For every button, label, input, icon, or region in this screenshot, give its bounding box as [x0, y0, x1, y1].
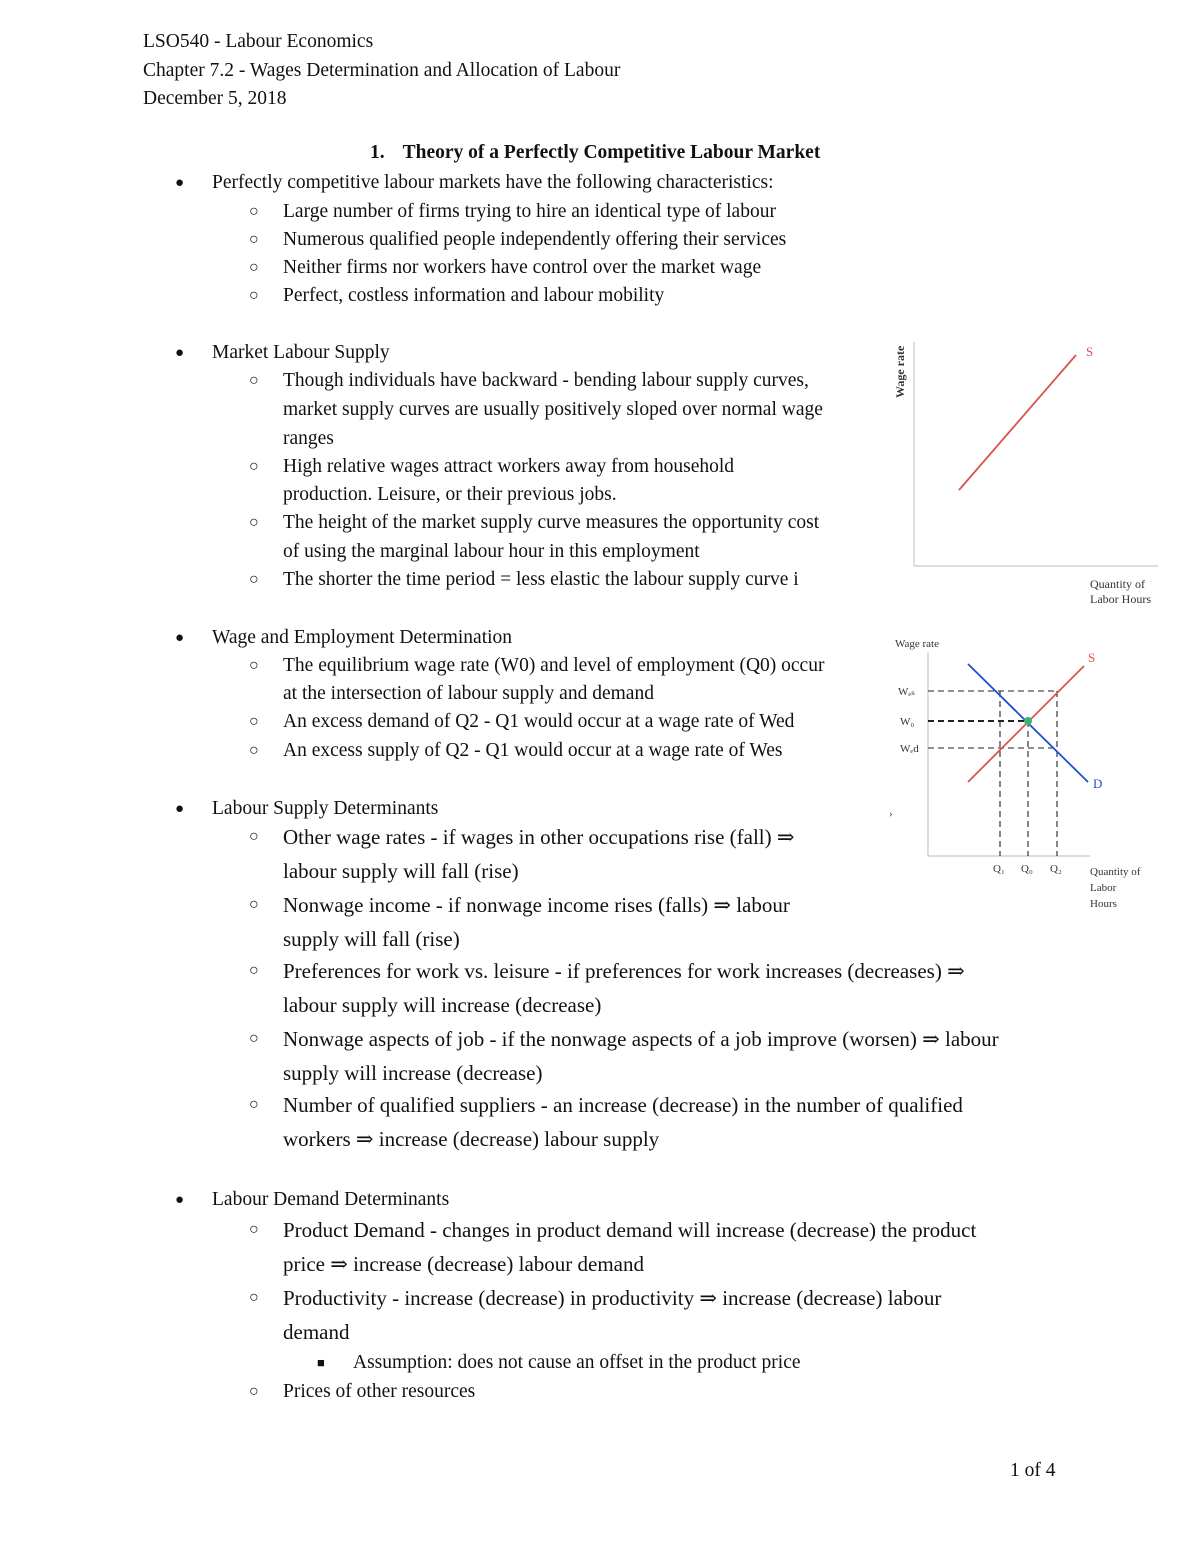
- section-heading-labour-supply-determinants: Labour Supply Determinants: [212, 798, 439, 819]
- section-heading-labour-demand-determinants: Labour Demand Determinants: [212, 1189, 450, 1210]
- section-heading-wage-employment: Wage and Employment Determination: [212, 627, 513, 648]
- figure2-stray-mark: ›: [889, 808, 893, 820]
- section-heading: [370, 142, 820, 164]
- list-item: Perfect, costless information and labour mobility: [283, 285, 665, 306]
- list-item: Other wage rates - if wages in other occupations rise (fall) ⇒: [283, 825, 795, 849]
- list-item-continuation: of using the marginal labour hour in this employment: [283, 541, 700, 562]
- bullet-level2: ○: [249, 828, 259, 845]
- figure2-x-label-line2: Labor: [1090, 882, 1117, 894]
- list-item: Perfectly competitive labour markets have the following characteristics:: [212, 172, 774, 193]
- list-item: Nonwage aspects of job - if the nonwage aspects of a job improve (worsen) ⇒ labour: [283, 1027, 999, 1051]
- chapter-title: Chapter 7.2 - Wages Determination and Allocation of Labour: [143, 60, 621, 81]
- bullet-level2: ○: [249, 657, 259, 674]
- supply-curve-figure: [878, 330, 1194, 615]
- q0-label: Q₀: [1021, 863, 1033, 875]
- list-item-continuation: workers ⇒ increase (decrease) labour supply: [283, 1127, 660, 1151]
- figure2-supply-label: S: [1088, 650, 1096, 665]
- figure1-x-label-line2: Labor Hours: [1090, 592, 1151, 606]
- list-item-continuation: price ⇒ increase (decrease) labour demand: [283, 1252, 644, 1276]
- list-item-continuation: supply will fall (rise): [283, 927, 460, 951]
- list-item: High relative wages attract workers away from household: [283, 456, 735, 477]
- bullet-level1: ●: [175, 1192, 185, 1208]
- list-item: Large number of firms trying to hire an identical type of labour: [283, 201, 776, 222]
- list-item: Assumption: does not cause an offset in the product price: [353, 1352, 801, 1373]
- bullet-level2: ○: [249, 458, 259, 475]
- figure1-y-label: Wage rate: [893, 345, 907, 398]
- figure2-demand-label: D: [1093, 776, 1103, 791]
- bullet-level2: ○: [249, 1221, 259, 1238]
- bullet-level2: ○: [249, 713, 259, 730]
- list-item: Productivity - increase (decrease) in productivity ⇒ increase (decrease) labour: [283, 1286, 942, 1310]
- figure1-supply-line: [959, 355, 1076, 490]
- bullet-level2: ○: [249, 259, 259, 276]
- list-item: Prices of other resources: [283, 1381, 476, 1402]
- list-item: The shorter the time period = less elastic the labour supply curve i: [283, 569, 799, 590]
- bullet-level2: ○: [249, 372, 259, 389]
- wage-es-label: Wₑₛ: [898, 686, 915, 698]
- bullet-level2: ○: [249, 571, 259, 588]
- bullet-level2: ○: [249, 1383, 259, 1400]
- list-item-continuation: labour supply will increase (decrease): [283, 993, 602, 1017]
- list-item: Nonwage income - if nonwage income rises (falls) ⇒ labour: [283, 893, 790, 917]
- bullet-level3: ■: [317, 1355, 325, 1370]
- bullet-level2: ○: [249, 896, 259, 913]
- q2-label: Q₂: [1050, 863, 1062, 875]
- bullet-level2: ○: [249, 514, 259, 531]
- bullet-level2: ○: [249, 1096, 259, 1113]
- section-title: Theory of a Perfectly Competitive Labour Market: [402, 142, 821, 163]
- section-number: 1.: [370, 142, 385, 163]
- list-item-continuation: supply will increase (decrease): [283, 1061, 543, 1085]
- bullet-level2: ○: [249, 1289, 259, 1306]
- list-item-continuation: demand: [283, 1320, 350, 1344]
- bullet-level2: ○: [249, 742, 259, 759]
- bullet-level2: ○: [249, 962, 259, 979]
- list-item-continuation: market supply curves are usually positively sloped over normal wage: [283, 399, 823, 420]
- list-item: Number of qualified suppliers - an increase (decrease) in the number of qualified: [283, 1093, 963, 1117]
- list-item: Numerous qualified people independently offering their services: [283, 229, 787, 250]
- page-number: 1 of 4: [1010, 1460, 1056, 1481]
- list-item: Preferences for work vs. leisure - if preferences for work increases (decreases) ⇒: [283, 959, 965, 983]
- figure2-x-label-line1: Quantity of: [1090, 866, 1141, 878]
- bullet-level2: ○: [249, 231, 259, 248]
- bullet-level1: ●: [175, 630, 185, 646]
- list-item: Neither firms nor workers have control over the market wage: [283, 257, 762, 278]
- bullet-level1: ●: [175, 801, 185, 817]
- list-item-continuation: production. Leisure, or their previous jobs.: [283, 484, 617, 505]
- list-item: The equilibrium wage rate (W0) and level of employment (Q0) occur: [283, 655, 825, 676]
- list-item: Product Demand - changes in product demand will increase (decrease) the product: [283, 1218, 977, 1242]
- equilibrium-figure: [880, 630, 1190, 915]
- figure1-supply-label: S: [1086, 344, 1094, 359]
- bullet-level2: ○: [249, 287, 259, 304]
- equilibrium-point: [1024, 717, 1032, 725]
- list-item: An excess supply of Q2 - Q1 would occur at a wage rate of Wes: [283, 740, 783, 761]
- bullet-level1: ●: [175, 175, 185, 191]
- q1-label: Q₁: [993, 863, 1005, 875]
- wage-ed-label: Wₑd: [900, 743, 919, 755]
- list-item: The height of the market supply curve measures the opportunity cost: [283, 512, 820, 533]
- figure2-x-label-line3: Hours: [1090, 898, 1117, 910]
- wage-0-label: W₀: [900, 716, 915, 728]
- list-item-continuation: at the intersection of labour supply and demand: [283, 683, 654, 704]
- bullet-level1: ●: [175, 345, 185, 361]
- figure1-x-label-line1: Quantity of: [1090, 577, 1145, 591]
- list-item: An excess demand of Q2 - Q1 would occur at a wage rate of Wed: [283, 711, 795, 732]
- bullet-level2: ○: [249, 203, 259, 220]
- bullet-level2: ○: [249, 1030, 259, 1047]
- course-title: LSO540 - Labour Economics: [143, 31, 374, 52]
- list-item: Though individuals have backward - bending labour supply curves,: [283, 370, 809, 391]
- figure2-y-label: Wage rate: [895, 638, 939, 650]
- section-heading-market-labour-supply: Market Labour Supply: [212, 342, 390, 363]
- list-item-continuation: ranges: [283, 428, 334, 449]
- list-item-continuation: labour supply will fall (rise): [283, 859, 519, 883]
- document-date: December 5, 2018: [143, 88, 287, 109]
